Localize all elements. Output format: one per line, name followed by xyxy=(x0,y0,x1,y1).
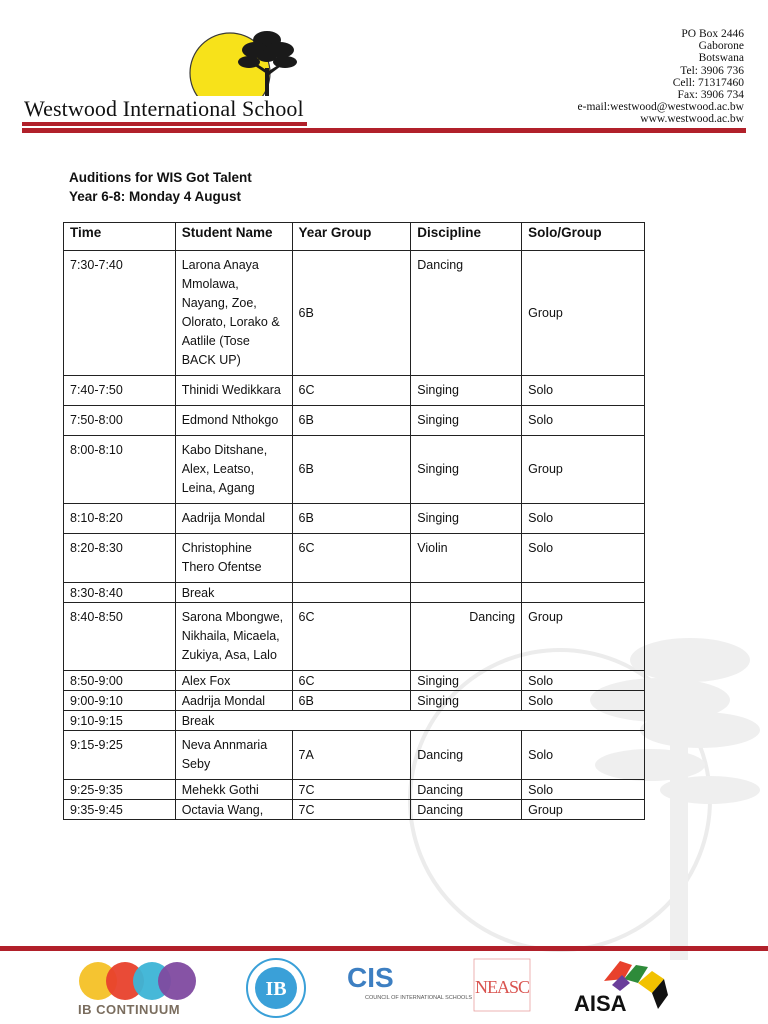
cell-discipline: Singing xyxy=(411,406,522,436)
cell-discipline: Dancing xyxy=(411,731,522,780)
cell-year: 6C xyxy=(292,376,411,406)
cell-discipline: Violin xyxy=(411,534,522,583)
contact-tel: Tel: 3906 736 xyxy=(680,64,744,77)
cis-logo-icon xyxy=(347,961,473,1017)
cell-time: 8:30-8:40 xyxy=(64,583,176,603)
title-line-1: Auditions for WIS Got Talent xyxy=(69,170,252,185)
table-row xyxy=(64,436,645,504)
footer-logos xyxy=(0,955,768,1020)
cell-discipline: Singing xyxy=(411,504,522,534)
cell-year: 6B xyxy=(292,691,411,711)
cell-type: Solo xyxy=(522,731,645,780)
cell-type: Group xyxy=(522,603,645,671)
cell-type: Solo xyxy=(522,406,645,436)
cell-name: Break xyxy=(175,583,292,603)
contact-fax: Fax: 3906 734 xyxy=(677,89,744,102)
cell-year: 6B xyxy=(292,504,411,534)
table-row xyxy=(64,711,645,731)
header-rule-accent xyxy=(22,122,307,126)
cell-time: 9:15-9:25 xyxy=(64,731,176,780)
header-solo-group: Solo/Group xyxy=(522,223,645,251)
title-line-2: Year 6-8: Monday 4 August xyxy=(69,189,242,204)
cell-year: 6C xyxy=(292,534,411,583)
cell-type: Solo xyxy=(522,780,645,800)
cell-time: 7:30-7:40 xyxy=(64,251,176,376)
cell-type: Solo xyxy=(522,376,645,406)
table-row xyxy=(64,534,645,583)
cell-time: 7:40-7:50 xyxy=(64,376,176,406)
cell-name: Break xyxy=(175,711,644,731)
ib-seal-text: IB xyxy=(265,978,287,1000)
audition-schedule-table xyxy=(63,222,645,820)
cell-name: Aadrija Mondal xyxy=(175,504,292,534)
header-year-group: Year Group xyxy=(292,223,411,251)
aisa-logo-text: AISA xyxy=(574,991,627,1016)
school-name: Westwood International School xyxy=(24,96,304,121)
cell-discipline: Dancing xyxy=(411,603,522,671)
cell-type: Solo xyxy=(522,691,645,711)
table-row xyxy=(64,731,645,780)
ib-continuum-logo-icon xyxy=(76,961,200,1001)
header-student-name: Student Name xyxy=(175,223,292,251)
cell-discipline: Singing xyxy=(411,671,522,691)
cell-year: 6C xyxy=(292,671,411,691)
cell-time: 8:20-8:30 xyxy=(64,534,176,583)
cell-type: Solo xyxy=(522,671,645,691)
table-row xyxy=(64,780,645,800)
cell-time: 8:10-8:20 xyxy=(64,504,176,534)
cell-name: Christophine Thero Ofentse xyxy=(175,534,292,583)
cell-name: Sarona Mbongwe, Nikhaila, Micaela, Zukiya, Asa, Lalo xyxy=(175,603,292,671)
neasc-logo-icon xyxy=(472,955,536,1017)
table-row xyxy=(64,376,645,406)
document-title xyxy=(69,168,252,206)
table-row xyxy=(64,251,645,376)
contact-block xyxy=(578,28,744,126)
table-row xyxy=(64,504,645,534)
cell-time: 9:25-9:35 xyxy=(64,780,176,800)
cell-year: 6B xyxy=(292,436,411,504)
cell-time: 8:00-8:10 xyxy=(64,436,176,504)
cell-year xyxy=(292,583,411,603)
neasc-logo-text: NEASC xyxy=(474,977,530,997)
contact-country: Botswana xyxy=(698,52,744,65)
cell-discipline: Singing xyxy=(411,691,522,711)
aisa-logo-icon xyxy=(572,957,672,1017)
cell-name: Alex Fox xyxy=(175,671,292,691)
cell-name: Mehekk Gothi xyxy=(175,780,292,800)
cell-year: 7C xyxy=(292,800,411,820)
header-time: Time xyxy=(64,223,176,251)
cis-subtitle-text: COUNCIL OF INTERNATIONAL SCHOOLS xyxy=(365,995,473,1001)
cell-year: 7A xyxy=(292,731,411,780)
header-rule xyxy=(22,128,746,133)
contact-cell: Cell: 71317460 xyxy=(672,76,744,89)
cell-discipline xyxy=(411,583,522,603)
cell-discipline: Singing xyxy=(411,436,522,504)
cell-time: 9:35-9:45 xyxy=(64,800,176,820)
table-row xyxy=(64,406,645,436)
contact-email: e-mail:westwood@westwood.ac.bw xyxy=(577,101,744,114)
letterhead xyxy=(0,0,768,140)
contact-city: Gaborone xyxy=(698,40,744,53)
cis-logo-text: CIS xyxy=(347,962,394,993)
cell-type: Group xyxy=(522,436,645,504)
cell-time: 9:00-9:10 xyxy=(64,691,176,711)
table-row xyxy=(64,671,645,691)
cell-name: Thinidi Wedikkara xyxy=(175,376,292,406)
table-row xyxy=(64,603,645,671)
cell-discipline: Singing xyxy=(411,376,522,406)
contact-website: www.westwood.ac.bw xyxy=(640,113,744,126)
cell-year: 6B xyxy=(292,406,411,436)
cell-time: 8:40-8:50 xyxy=(64,603,176,671)
cell-type: Group xyxy=(522,251,645,376)
footer-rule xyxy=(0,946,768,951)
cell-discipline: Dancing xyxy=(411,780,522,800)
header-discipline: Discipline xyxy=(411,223,522,251)
cell-year: 6B xyxy=(292,251,411,376)
table-row xyxy=(64,583,645,603)
cell-time: 8:50-9:00 xyxy=(64,671,176,691)
ib-continuum-label: IB CONTINUUM xyxy=(78,1002,181,1017)
cell-discipline: Dancing xyxy=(411,800,522,820)
cell-time: 7:50-8:00 xyxy=(64,406,176,436)
cell-name: Larona Anaya Mmolawa, Nayang, Zoe, Olorato, Lorako & Aatlile (Tose BACK UP) xyxy=(175,251,292,376)
cell-year: 7C xyxy=(292,780,411,800)
cell-name: Aadrija Mondal xyxy=(175,691,292,711)
cell-type: Solo xyxy=(522,504,645,534)
table-row xyxy=(64,800,645,820)
cell-name: Edmond Nthokgo xyxy=(175,406,292,436)
table-row xyxy=(64,691,645,711)
cell-type xyxy=(522,583,645,603)
cell-year: 6C xyxy=(292,603,411,671)
cell-type: Solo xyxy=(522,534,645,583)
cell-name: Octavia Wang, xyxy=(175,800,292,820)
cell-name: Kabo Ditshane, Alex, Leatso, Leina, Agang xyxy=(175,436,292,504)
cell-name: Neva Annmaria Seby xyxy=(175,731,292,780)
cell-time: 9:10-9:15 xyxy=(64,711,176,731)
cell-discipline: Dancing xyxy=(411,251,522,376)
ib-seal-logo-icon xyxy=(243,957,309,1019)
contact-po-box: PO Box 2446 xyxy=(681,28,744,40)
cell-type: Group xyxy=(522,800,645,820)
table-header-row xyxy=(64,223,645,251)
